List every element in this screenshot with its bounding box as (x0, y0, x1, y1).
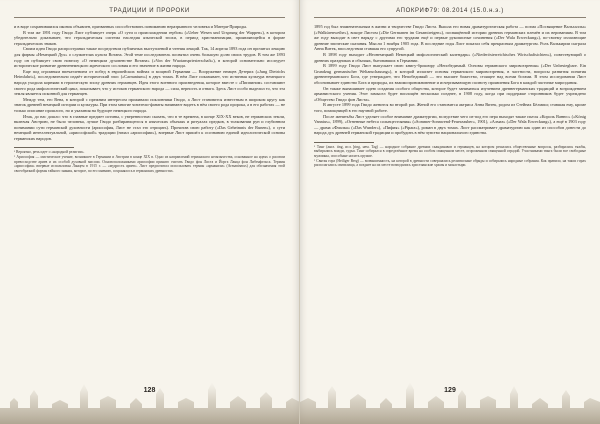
paragraph: В августе 1899 года Гвидо женится во второй раз. Женой его становится актриса Анна Витек, родом из Стейнах Бёлмиш; ставшая ему, кроме того, помощницей в его научной работе. (314, 102, 586, 113)
footnote-divider (314, 142, 374, 143)
right-page-content (314, 24, 586, 168)
paragraph: Итак, до нас дошло: что в главные предмет истины, с уверенностью сказать, что в те времена, в конце XIX-XX веков, не германских земли, включая Австрию, не было человека, лучше Гвидо разбирающегося в языческих обычаях и ритуалах предков, в толковании рун и глубинном понимании сути германской духовности (ариософия, Лист не стал это отрицать). Прочитав свою работу («Das Geheimnis der Runen»), о сути немецкой интеллектуальной, «ариософской» традиции (начал «ариософии»), впервые Лист пришёл к осознанию единой идеологической основы германских народов. (14, 113, 285, 141)
city-silhouette-left (0, 378, 300, 424)
running-head-right: АПОКРИФ79: 08.2014 (15.0.н.э.) (314, 8, 586, 18)
paragraph: После женитьбы Лист уделяет особое внимание драматургии, вследствие чего из-под его пера выходят также пьесы «Король Ванюс» («König Vannius», 1899), «Огненные небеса сольнцестояния» («Sommer-Sonnwend-Feuerzauber», 1901), «Алмаз» («Der Wala Erweckung»), а ещё в 1903 году — драма «Фиалка» («Das Wunder»), «Пифия» («Pipara»), роман в двух томах. Лист рассматривает драматургию как один из способов донести до народа дух древней германской традиции и пробудить в нём чувство национального единства. (314, 113, 586, 136)
paragraph: Между тем, его Вена, в которой с прежним интересом проживали поклонники Гвидо, а Лист становится известным в широком кругу как знаток древней немецкой истории и культуры. При этом многие читатели-фанаты начинают видеть в нём своего рода пророка, а в его работах — не только описание прошлого, но и указания на будущее немецкого народа. (14, 96, 285, 113)
left-footnotes (14, 150, 285, 173)
left-page-content (14, 24, 285, 173)
footnote: ¹ Тинг (англ. ting, исл. þing, нем. Tag) — народное собрание древних скандинавов и германцев, на котором решались общественные вопросы, разбирались тяжбы, выбирались вожди, судьи. Тинг собирался в определённое время на особом священном месте, огороженном священной оградой. Участниками тинга были все свободные мужчины, способные носить оружие. (314, 144, 586, 159)
paragraph: Своим идеи Гвидо распространял также посредством публичных выступлений и чтения лекций. Так, 14 апреля 1893 года он прочитал лекцию для фирмы «Немецкий Дух» о служителях культа Вотана. Этой теме исследователь посвятил очень большую долю своих трудов. В том же 1893 году он публикует свою новеллу «О немецком духовенстве Вотана» («Von der Wuotanspriesterschaft»), в которой основательно исследует историческое развитие древненемецкого жреческого сословия и его значение в жизни народа. (14, 46, 285, 69)
city-silhouette-right (300, 378, 600, 424)
paragraph: В том же 1891 году Гвидо Лист публикует очерк «О сути и происхождении гербов» («Ueber Wesen und Ursprung der Wappen»), в котором убедительно доказывает, что геральдическая система наследия языческой эпохи, в период христианизации, проявляющейся в форме геральдических знаков. (14, 29, 285, 46)
right-page (300, 0, 600, 424)
footnote: ² Святая гора (Heiliger Berg) — возвышенность, на которой в древности совершались религиозные обряды и собирались народные собрания. Как правило, на таких горах располагались святилища, а позднее на их месте возводились христианские храмы и монастыри. (314, 158, 586, 168)
paragraph: В 1898 году выходит «Неонемецкий Немецкий мифологический календарь» («Niederösterreichisches Wirtschaftsichten»), повествующий о древних праздниках и обычаях, бытовавших в Германии. (314, 51, 586, 63)
paragraph: В 1899 году Гвидо Лист выпускает свою книгу-брошюру «Непобедимый. Основы германского мировоззрения» («Der Unbesiegbare. Ein Grundzug germanischer Weltanschauung»), в которой излагает основы германского мировоззрения, в частности, вопросы развития понятия древнегерманского Бога, где утверждает, что Непобедимый — это высшее божество, стоящее над всеми богами. В этом исследовании Лист обосновывает единство Бога и природы, их взаимопроникновение и исчерпывающую полноту проявления Бога в каждой частичке мироздания. (314, 63, 586, 85)
paragraph: Еще под огромным впечатлением от побед в европейских войнах и мощной Германии — Вооружение немцев Детерих («Jung Dietrichs Heimfahrt»), последовательно издаёт исторический эпос («Carnuntum») в двух томах. В нём Лист показывает, что истинная культура немецкого народа уходила корнями в героическую эпоху древних германцев. Идея этого военного произведения, которое вместе с «Пиппином» составляют своего рода мифологический цикл, показывает, что у истоков германского народа — сила, верность и отвага. Здесь Лист особо выделил то, что эта земля является исконной для германцев. (14, 68, 285, 97)
paragraph: Он также вынашивает идею создания особого общества, которое будет заниматься изучением древнегерманских традиций и возрождением арманистского учения. Этот замысел будет воплощён несколько позднее, в 1908 году, когда при поддержке сторонников будет учреждено «Общество Гвидо фон Листа». (314, 85, 586, 102)
footnote: ¹ Вероятно, речь идет о «народной религии». (14, 150, 85, 155)
right-body-text (314, 24, 586, 136)
footnote: ² Ариософия — мистическое учение, возникшее в Германии и Австрии в конце XIX в. Одно из направлений германского неоязычества, основанное на идеях о расовом превосходстве ариев и их особой духовной миссии. Основоположниками ариософии принято считать Гвидо фон Листа и Йорга Ланца фон Либенфельса. Термин «ариософия» впервые использован Ланцем в 1915 г. — «мудрость ариев». Лист предпочитал использовать термин «арманизм» (Armanismus) для обозначения этой своеобразной формы тайного знания, которое, по его мнению, сохранялось в германских древностях. (14, 155, 285, 173)
right-footnotes (314, 145, 586, 168)
page-number-right: 129 (444, 387, 456, 394)
paragraph: и в виде сохранившихся иконок объявлен, призванных способствовать пониманию неразрывного человека и Матери-Природы. (14, 24, 248, 29)
footnote-divider (14, 147, 74, 148)
left-body-text (14, 24, 285, 141)
page-number-left: 128 (143, 387, 156, 394)
running-head-left: ТРАДИЦИИ И ПРОРОКИ (14, 8, 285, 18)
paragraph: 1895 год был знаменательным в жизни и творчестве Гвидо Листа. Вышла его новая драматургическая работа — поэма «Посвящение Вальхаллы» («Walkürenweihe»), вскоре Листом («Die Germanen im Gesamtreigen»), посвящённой истории древних германских племён и их верованиям. В том же году выходят в свет наряду с другими его трудами ещё и первые рукописные сочинения («Der Wala Erweckung»), по-своему излагающие древние эпические сказания. Мысли 1 ноября 1905 года. В последние годы Лист показал себя прекрасным драматургом. Роль Валькирии сыграла Анна Витек, впоследствии ставшая его супругой. (314, 24, 586, 52)
